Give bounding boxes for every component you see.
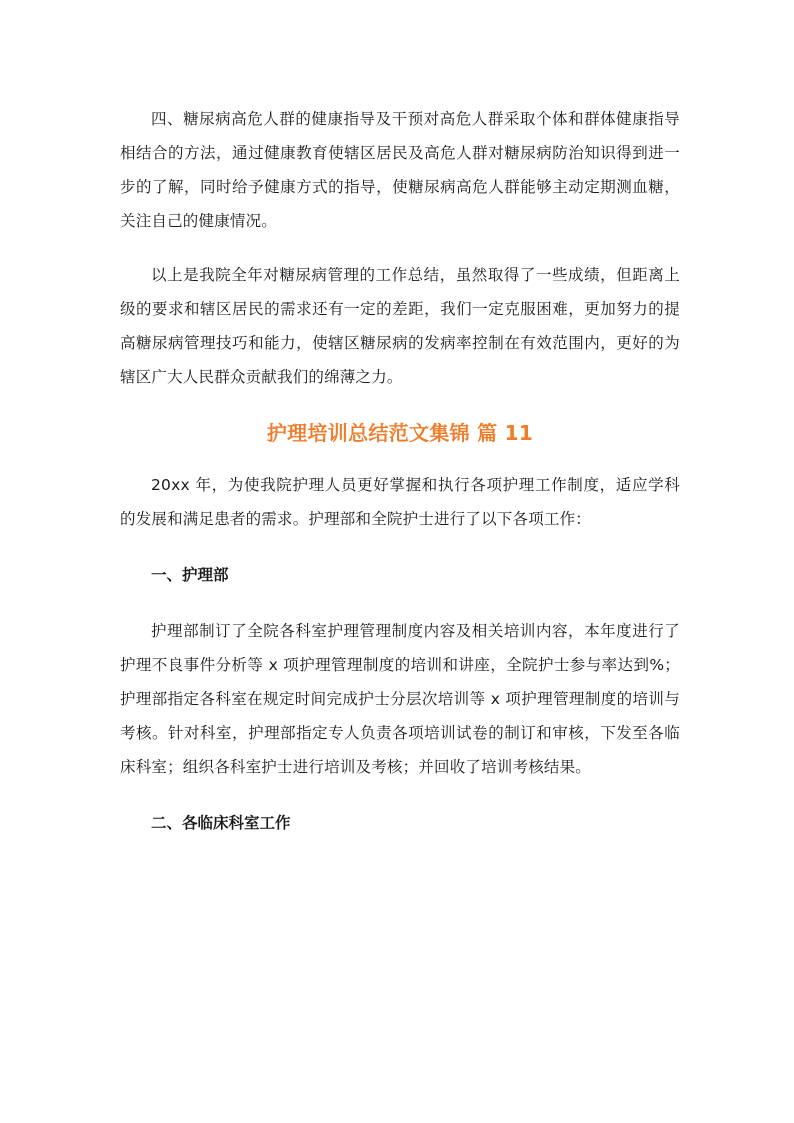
heading-nursing-department: 一、护理部 <box>151 566 229 584</box>
paragraph-diabetes-guidance: 四、糖尿病高危人群的健康指导及干预对高危人群采取个体和群体健康指导相结合的方法，通过健康教育使辖区居民及高危人群对糖尿病防治知识得到进一步的了解，同时给予健康方式的指导，使糖尿病高危人群能够主动定期测血糖，关注自己的健康情况。 <box>120 110 680 230</box>
section-title: 护理培训总结范文集锦 篇 11 <box>266 421 534 445</box>
paragraph-nursing-department: 护理部制订了全院各科室护理管理制度内容及相关培训内容，本年度进行了护理不良事件分析等 x 项护理管理制度的培训和讲座，全院护士参与率达到%；护理部指定各科室在规定时间完成护士分层次培训等 x 项护理管理制度的培训与考核。针对科室，护理部指定专人负责各项培训试卷的制订和审核，下发至各临床科室；组织各科室护士进行培训及考核；并回收了培训考核结果。 <box>120 622 680 776</box>
paragraph-summary-conclusion: 以上是我院全年对糖尿病管理的工作总结，虽然取得了一些成绩，但距离上级的要求和辖区居民的需求还有一定的差距，我们一定克服困难，更加努力的提高糖尿病管理技巧和能力，使辖区糖尿病的发病率控制在有效范围内，更好的为辖区广大人民群众贡献我们的绵薄之力。 <box>120 266 680 386</box>
heading-clinical-departments: 二、各临床科室工作 <box>151 814 291 832</box>
document-page <box>120 100 680 840</box>
paragraph-nursing-intro: 20xx 年，为使我院护理人员更好掌握和执行各项护理工作制度，适应学科的发展和满足患者的需求。护理部和全院护士进行了以下各项工作： <box>120 476 680 528</box>
